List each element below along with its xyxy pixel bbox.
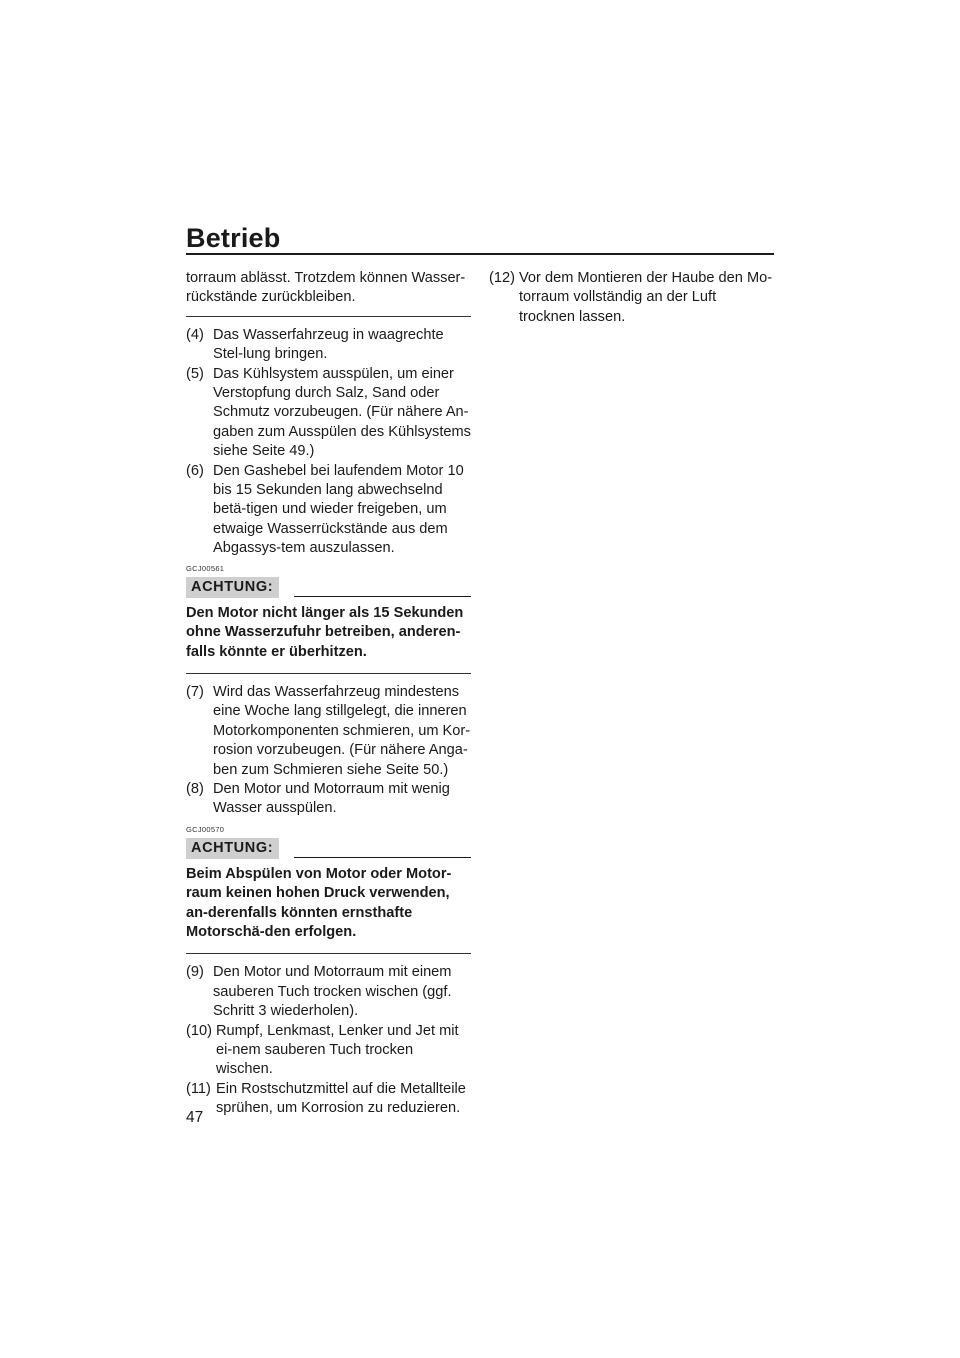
list-item bbox=[186, 326, 471, 365]
list-item bbox=[186, 683, 471, 780]
caution-end-rule bbox=[186, 673, 471, 674]
step-number: (12) bbox=[489, 270, 515, 286]
caution-block bbox=[186, 564, 471, 674]
step-number: (10) bbox=[186, 1022, 212, 1039]
step-text: Das Kühlsystem ausspülen, um einer Verstopfung durch Salz, Sand oder Schmutz vorzubeugen. (Für nähere An-gaben zum Ausspülen des Kühlsystems siehe Seite 49.) bbox=[213, 365, 471, 460]
caution-code: GCJ00570 bbox=[186, 824, 225, 834]
step-text: Den Motor und Motorraum mit wenig Wasser ausspülen. bbox=[213, 780, 450, 817]
steps-list-a bbox=[186, 326, 471, 559]
caution-header bbox=[186, 837, 471, 859]
steps-list-b bbox=[186, 683, 471, 819]
step-number: (5) bbox=[186, 365, 204, 382]
step-number: (8) bbox=[186, 780, 204, 797]
caution-label: ACHTUNG: bbox=[186, 577, 279, 598]
header-divider bbox=[186, 253, 774, 255]
list-item bbox=[186, 462, 471, 559]
caution-code: GCJ00561 bbox=[186, 563, 225, 573]
list-item bbox=[186, 1022, 471, 1080]
step-number: (9) bbox=[186, 964, 204, 981]
intro-paragraph: torraum ablässt. Trotzdem können Wasser-rückstände zurückbleiben. bbox=[186, 270, 466, 306]
step-text: Ein Rostschutzmittel auf die Metallteile sprühen, um Korrosion zu reduzieren. bbox=[216, 1080, 466, 1117]
step-number: (6) bbox=[186, 462, 204, 479]
page-number: 47 bbox=[186, 1109, 204, 1126]
left-column bbox=[186, 269, 471, 1119]
caution-label: ACHTUNG: bbox=[186, 838, 279, 859]
list-item bbox=[186, 780, 471, 819]
caution-text: Beim Abspülen von Motor oder Motor-raum keinen hohen Druck verwenden, an-derenfalls könnten ernsthafte Motorschä-den erfolgen. bbox=[186, 865, 452, 940]
step-text: Rumpf, Lenkmast, Lenker und Jet mit ei-nem sauberen Tuch trocken wischen. bbox=[216, 1022, 459, 1078]
caution-header-rule bbox=[294, 857, 471, 858]
caution-block bbox=[186, 825, 471, 955]
step-number: (7) bbox=[186, 683, 204, 700]
caution-header-rule bbox=[294, 596, 471, 597]
steps-list-c bbox=[186, 963, 471, 1118]
page-title: Betrieb bbox=[186, 223, 281, 253]
caution-end-rule bbox=[186, 953, 471, 954]
step-number: (11) bbox=[186, 1080, 211, 1097]
step-text: Den Gashebel bei laufendem Motor 10 bis 15 Sekunden lang abwechselnd betä-tigen und wieder freigeben, um etwaige Wasserrückstände aus dem Abgassys-tem auszulassen. bbox=[213, 462, 464, 557]
section-divider bbox=[186, 316, 471, 317]
caution-text: Den Motor nicht länger als 15 Sekunden ohne Wasserzufuhr betreiben, anderen-falls könnte er überhitzen. bbox=[186, 604, 464, 660]
step-text: Den Motor und Motorraum mit einem sauberen Tuch trocken wischen (ggf. Schritt 3 wiederholen). bbox=[213, 964, 452, 1020]
step-text: Das Wasserfahrzeug in waagrechte Stel-lung bringen. bbox=[213, 326, 444, 363]
list-item bbox=[489, 269, 774, 327]
list-item bbox=[186, 365, 471, 462]
right-column bbox=[489, 269, 774, 327]
step-number: (4) bbox=[186, 326, 204, 343]
list-item bbox=[186, 1080, 471, 1119]
caution-header bbox=[186, 576, 471, 598]
list-item bbox=[186, 963, 471, 1021]
step-text: Vor dem Montieren der Haube den Mo-torraum vollständig an der Luft trocknen lassen. bbox=[519, 270, 773, 325]
step-text: Wird das Wasserfahrzeug mindestens eine Woche lang stillgelegt, die inneren Motorkomponenten schmieren, um Kor-rosion vorzubeugen. (Für nähere Anga-ben zum Schmieren siehe Seite 50.) bbox=[213, 683, 471, 778]
